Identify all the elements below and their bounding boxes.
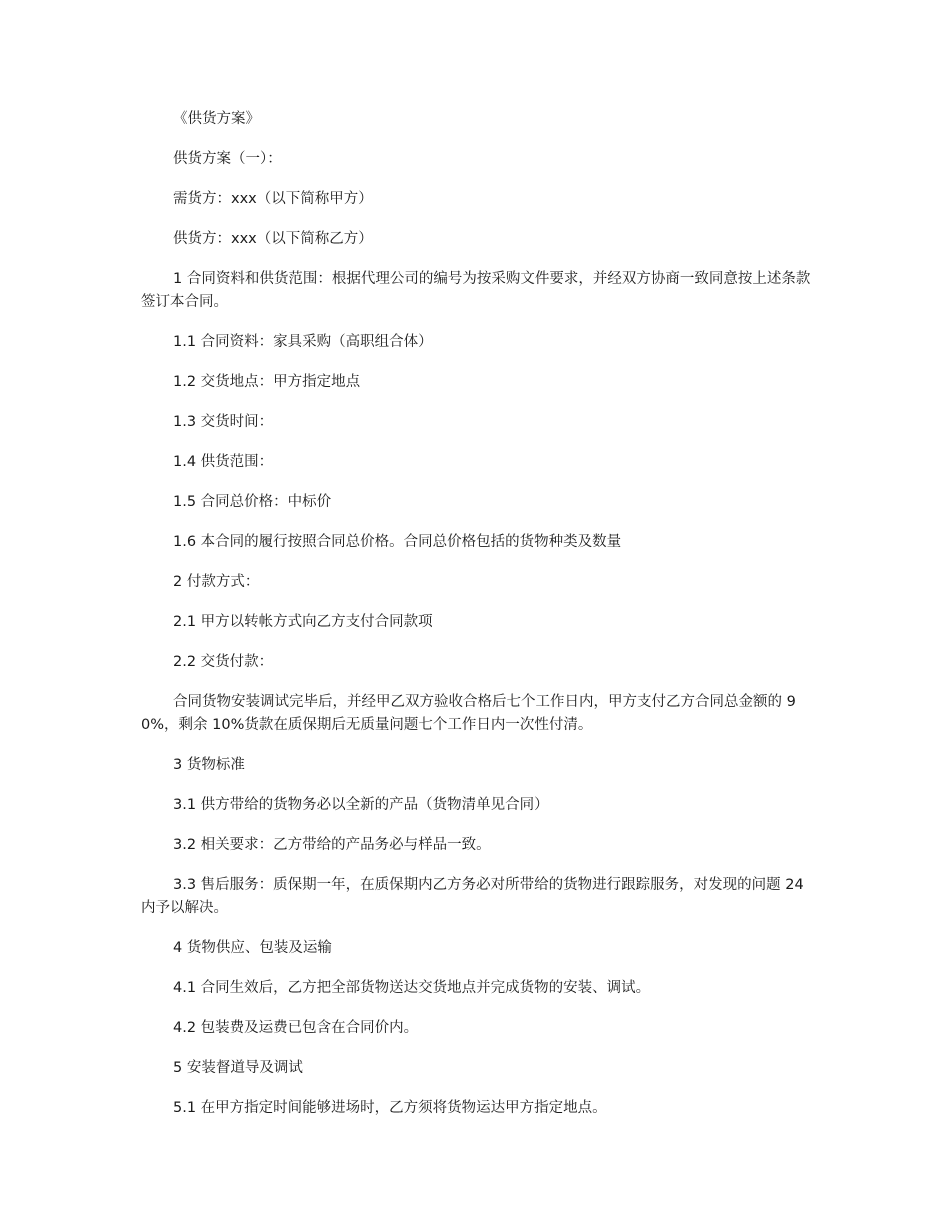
paragraph: 2 付款方式： [173,574,260,590]
paragraph: 1.1 合同资料：家具采购（高职组合体） [173,334,433,350]
paragraph: 3.1 供方带给的货物务必以全新的产品（货物清单见合同） [173,797,549,813]
paragraph: 2.1 甲方以转帐方式向乙方支付合同款项 [173,614,433,630]
document-title: 《供货方案》 [173,111,260,127]
paragraph: 5.1 在甲方指定时间能够进场时，乙方须将货物运达甲方指定地点。 [173,1100,607,1116]
paragraph: 供货方案（一）： [173,151,282,167]
paragraph: 4.1 合同生效后，乙方把全部货物送达交货地点并完成货物的安装、调试。 [173,980,651,996]
paragraph: 4.2 包装费及运费已包含在合同价内。 [173,1020,419,1036]
paragraph: 合同货物安装调试完毕后，并经甲乙双方验收合格后七个工作日内，甲方支付乙方合同总金额的 90%，剩余 10%货款在质保期后无质量问题七个工作日内一次性付清。 [141,694,796,733]
paragraph: 3.2 相关要求：乙方带给的产品务必与样品一致。 [173,837,491,853]
paragraph: 1.3 交货时间： [173,414,274,430]
paragraph: 需货方：xxx（以下简称甲方） [173,191,373,207]
paragraph: 1.5 合同总价格：中标价 [173,494,332,510]
paragraph: 3.3 售后服务：质保期一年，在质保期内乙方务必对所带给的货物进行跟踪服务，对发现的问题 24 内予以解决。 [141,877,809,916]
paragraph: 1.4 供货范围： [173,454,274,470]
paragraph: 3 货物标准 [173,757,245,773]
document-page [141,108,813,1137]
paragraph: 供货方：xxx（以下简称乙方） [173,231,373,247]
paragraph: 1.2 交货地点：甲方指定地点 [173,374,361,390]
paragraph: 2.2 交货付款： [173,654,274,670]
paragraph: 1.6 本合同的履行按照合同总价格。合同总价格包括的货物种类及数量 [173,534,622,550]
paragraph: 5 安装督道导及调试 [173,1060,303,1076]
paragraph: 1 合同资料和供货范围：根据代理公司的编号为按采购文件要求，并经双方协商一致同意按上述条款签订本合同。 [141,271,811,310]
paragraph: 4 货物供应、包装及运输 [173,940,332,956]
